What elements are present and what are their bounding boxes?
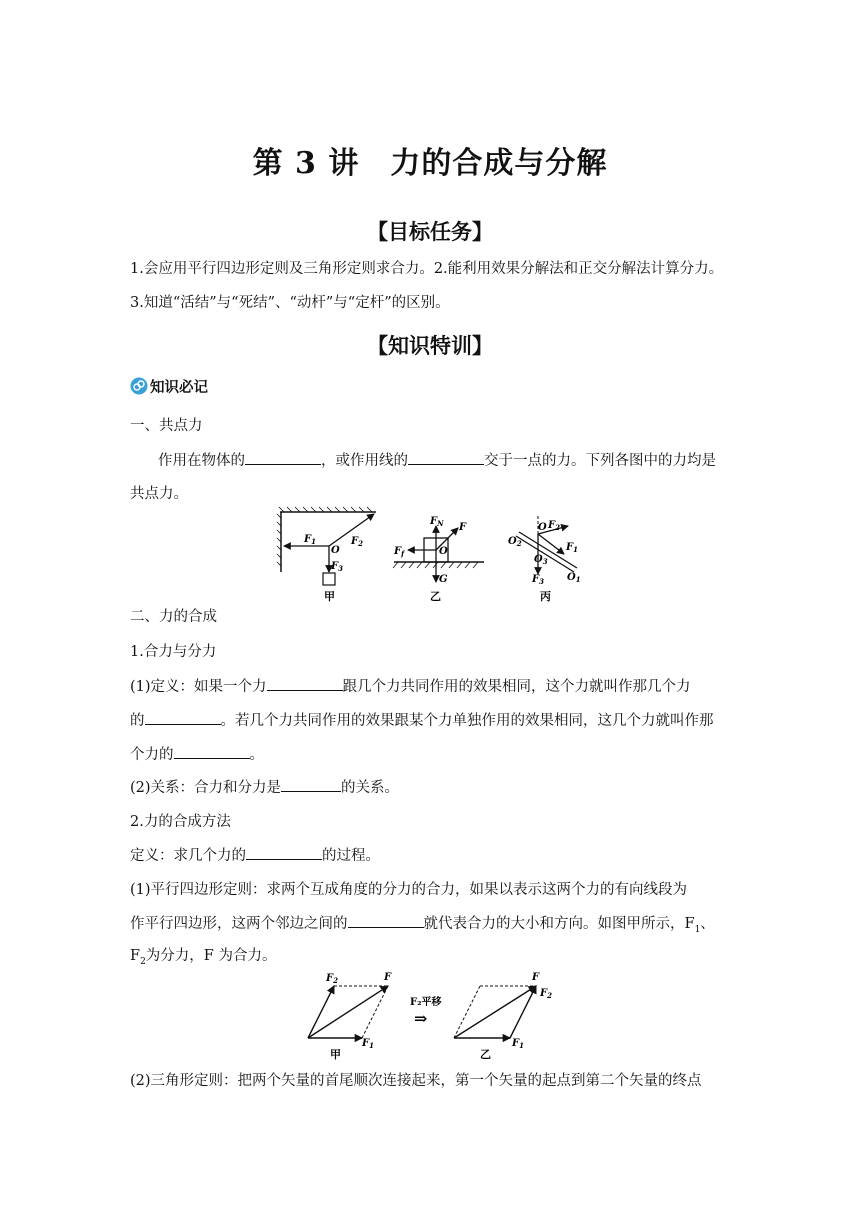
subscript: 2 [140,956,146,967]
label-yi: 乙 [480,1048,491,1061]
label-FN: $F_N$ [430,516,444,528]
paragraph-definition-1 [130,672,732,702]
text-segment: 交于一点的力。下列各图中的力均是 [484,453,716,469]
fill-blank[interactable] [245,447,321,465]
text-segment: 作用在物体的 [158,453,245,469]
paragraph-triangle-rule: (2)三角形定则：把两个矢量的首尾顺次连接起来，第一个矢量的起点到第二个矢量的终点 [130,1073,702,1089]
text-segment: (2)关系：合力和分力是 [130,780,282,796]
label-F1: $F_1$ [304,534,316,546]
figure-concurrent-forces [276,506,586,606]
text-segment: 、 [700,916,715,932]
label-O2: $O_2$ [508,536,522,548]
label-F1: $F_1$ [566,542,578,554]
figure-parallelogram-rule [300,966,570,1068]
figure-bing [508,516,581,603]
section-training-heading: 【知识特训】 [367,333,493,358]
text-segment: F [130,948,141,964]
figure-yi [393,516,484,603]
text-segment: 的关系。 [341,780,400,796]
text-segment: 就代表合力的大小和方向。如图甲所示，F [423,916,695,932]
fill-blank[interactable] [281,774,341,792]
label-jia: 甲 [324,590,335,603]
heading-composition-method: 2.力的合成方法 [130,814,231,830]
paragraph-composition-def [130,841,732,871]
label-F: F [384,972,392,983]
heading-concurrent-forces: 一、共点力 [130,418,203,434]
figure-jia [277,507,376,603]
text-segment: 定义：求几个力的 [130,848,246,864]
label-F2: $F_2$ [351,536,363,548]
label-O: O [538,522,547,533]
label-F2: $F_2$ [540,988,552,1000]
paragraph-definition-2 [130,706,732,736]
figure-yi-triangle [454,972,552,1061]
section-goal-heading: 【目标任务】 [367,219,493,244]
shift-label: F₂平移 [410,997,442,1008]
label-F: F [532,972,540,983]
text-segment: 个力的 [130,747,174,763]
label-F1: $F_1$ [362,1038,374,1050]
label-O: O [331,545,340,556]
text-segment: 的过程。 [322,848,380,864]
paragraph-parallelogram-2 [130,909,732,945]
label-F3: $F_3$ [331,561,343,573]
subscript: 1 [694,924,701,935]
paragraph-relation [130,773,732,803]
knowledge-label: 知识必记 [150,379,208,396]
label-O1: $O_1$ [567,572,581,584]
fill-blank[interactable] [174,741,250,759]
paragraph-definition-3 [130,740,732,770]
label-F3: $F_3$ [532,574,544,586]
text-segment: (1)定义：如果一个力 [130,679,267,695]
knowledge-heading [130,373,732,403]
text-segment: 跟几个力共同作用的效果相同，这个力就叫作那几个力 [342,679,691,695]
label-G: G [439,574,448,585]
paragraph-concurrent-def [130,446,732,476]
label-Ff: $F_f$ [394,546,405,558]
knowledge-icon [130,377,148,395]
text-segment: 作平行四边形，这两个邻边之间的 [130,916,348,932]
paragraph-parallelogram-1: (1)平行四边形定则：求两个互成角度的分力的合力，如果以表示这两个力的有向线段为 [130,882,688,898]
text-segment: 。 [249,747,264,763]
text-segment: 。若几个力共同作用的效果跟某个力单独作用的效果相同，这几个力就叫作那 [220,713,714,729]
text-segment: 为分力，F 为合力。 [145,948,277,964]
text-segment: ，或作用线的 [321,453,408,469]
fill-blank[interactable] [145,707,221,725]
shift-arrow: ⇒ [414,1009,428,1028]
label-F1: $F_1$ [512,1038,524,1050]
heading-force-composition: 二、力的合成 [130,609,217,625]
paragraph-concurrent-def-cont: 共点力。 [130,486,188,502]
label-F2: $F_2$ [548,520,560,532]
fill-blank[interactable] [246,842,322,860]
fill-blank[interactable] [348,910,424,928]
heading-resultant-component: 1.合力与分力 [130,644,217,660]
fill-blank[interactable] [267,673,343,691]
figure-jia-parallelogram [308,972,392,1061]
label-yi: 乙 [430,590,441,603]
goal-line-1: 1.会应用平行四边形定则及三角形定则求合力。2.能利用效果分解法和正交分解法计算分力。 [130,261,724,277]
label-O: O [439,546,448,557]
label-O3: $O_3$ [534,554,548,566]
page-title: 第 3 讲 力的合成与分解 [252,146,608,181]
label-jia: 甲 [330,1048,341,1061]
label-F2: $F_2$ [326,973,338,985]
fill-blank[interactable] [408,447,484,465]
label-F: F [459,522,467,533]
goal-line-2: 3.知道“活结”与“死结”、“动杆”与“定杆”的区别。 [130,295,450,311]
label-bing: 丙 [540,590,551,603]
text-segment: 的 [130,713,145,729]
